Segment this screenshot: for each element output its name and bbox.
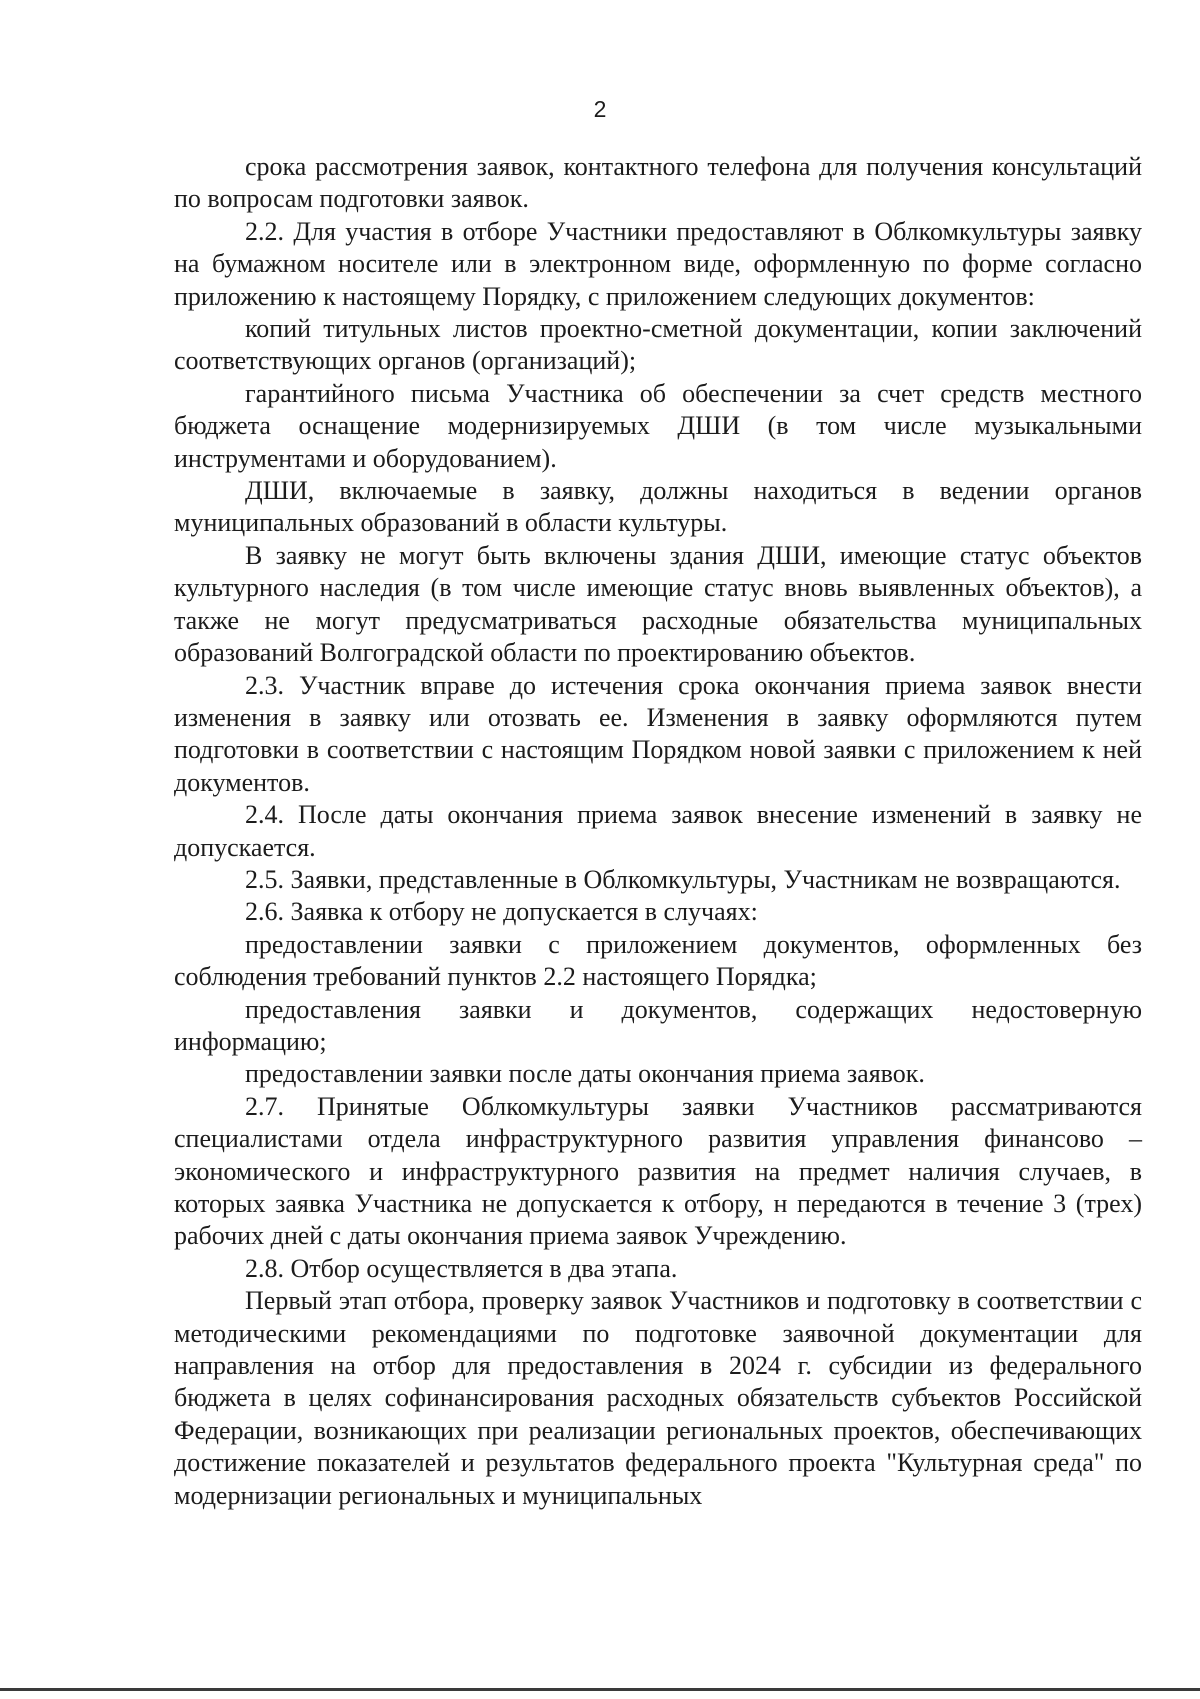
scan-edge-line — [0, 1688, 1200, 1691]
paragraph-rejection-case-1: предоставлении заявки с приложением документов, оформленных без соблюдения требований пунктов 2.2 настоящего Порядка; — [174, 929, 1142, 992]
paragraph-dshi-jurisdiction: ДШИ, включаемые в заявку, должны находиться в ведении органов муниципальных образований в области культуры. — [174, 476, 1142, 538]
paragraph-rejection-case-3: предоставлении заявки после даты окончания приема заявок. — [245, 1059, 925, 1089]
paragraph-first-stage: Первый этап отбора, проверку заявок Участников и подготовку в соответствии с методическими рекомендациями по подготовке заявочной документации для направления на отбор для предоставления в 2024 г. субсидии из федерального бюджета в целях софинансирования расходных обязательств субъектов Российской Федерации, возникающих при реализации региональных проектов, обеспечивающих достижение показателей и результатов федерального проекта "Культурная среда" по модернизации региональных и муниципальных — [174, 1286, 1142, 1510]
paragraph-list-item-1: копий титульных листов проектно-сметной документации, копии заключений соответствующих органов (организаций); — [174, 314, 1142, 376]
paragraph-2-8: 2.8. Отбор осуществляется в два этапа. — [245, 1253, 678, 1283]
paragraph-list-item-2: гарантийного письма Участника об обеспечении за счет средств местного бюджета оснащение модернизируемых ДШИ (в том числе музыкальными инструментами и оборудованием). — [174, 378, 1142, 473]
paragraph-2-3: 2.3. Участник вправе до истечения срока окончания приема заявок внести изменения в заявку или отозвать ее. Изменения в заявку оформляются путем подготовки в соответствии с настоящим Порядком новой заявки с приложением к ней документов. — [174, 670, 1142, 797]
paragraph-2-2: 2.2. Для участия в отборе Участники предоставляют в Облкомкультуры заявку на бумажном носителе или в электронном виде, оформленную по форме согласно приложению к настоящему Порядку, с приложением следующих документов: — [174, 216, 1142, 311]
paragraph-2-4: 2.4. После даты окончания приема заявок внесение изменений в заявку не допускается. — [174, 800, 1142, 862]
document-body — [174, 151, 1142, 1512]
paragraph-2-6: 2.6. Заявка к отбору не допускается в случаях: — [245, 897, 758, 927]
paragraph-1: срока рассмотрения заявок, контактного телефона для получения консультаций по вопросам подготовки заявок. — [174, 152, 1142, 214]
paragraph-2-7: 2.7. Принятые Облкомкультуры заявки Участников рассматриваются специалистами отдела инфраструктурного развития управления финансово – экономического и инфраструктурного развития на предмет наличия случаев, в которых заявка Участника не допускается к отбору, н передаются в течение 3 (трех) рабочих дней с даты окончания приема заявок Учреждению. — [174, 1091, 1142, 1251]
paragraph-rejection-case-2: предоставления заявки и документов, содержащих недостоверную информацию; — [174, 994, 1142, 1056]
paragraph-heritage-exclusion: В заявку не могут быть включены здания ДШИ, имеющие статус объектов культурного наследия (в том числе имеющие статус вновь выявленных объектов), а также не могут предусматриваться расходные обязательства муниципальных образований Волгоградской области по проектированию объектов. — [174, 540, 1142, 668]
paragraph-2-5: 2.5. Заявки, представленные в Облкомкультуры, Участникам не возвращаются. — [245, 864, 1121, 894]
page-number: 2 — [593, 96, 607, 122]
